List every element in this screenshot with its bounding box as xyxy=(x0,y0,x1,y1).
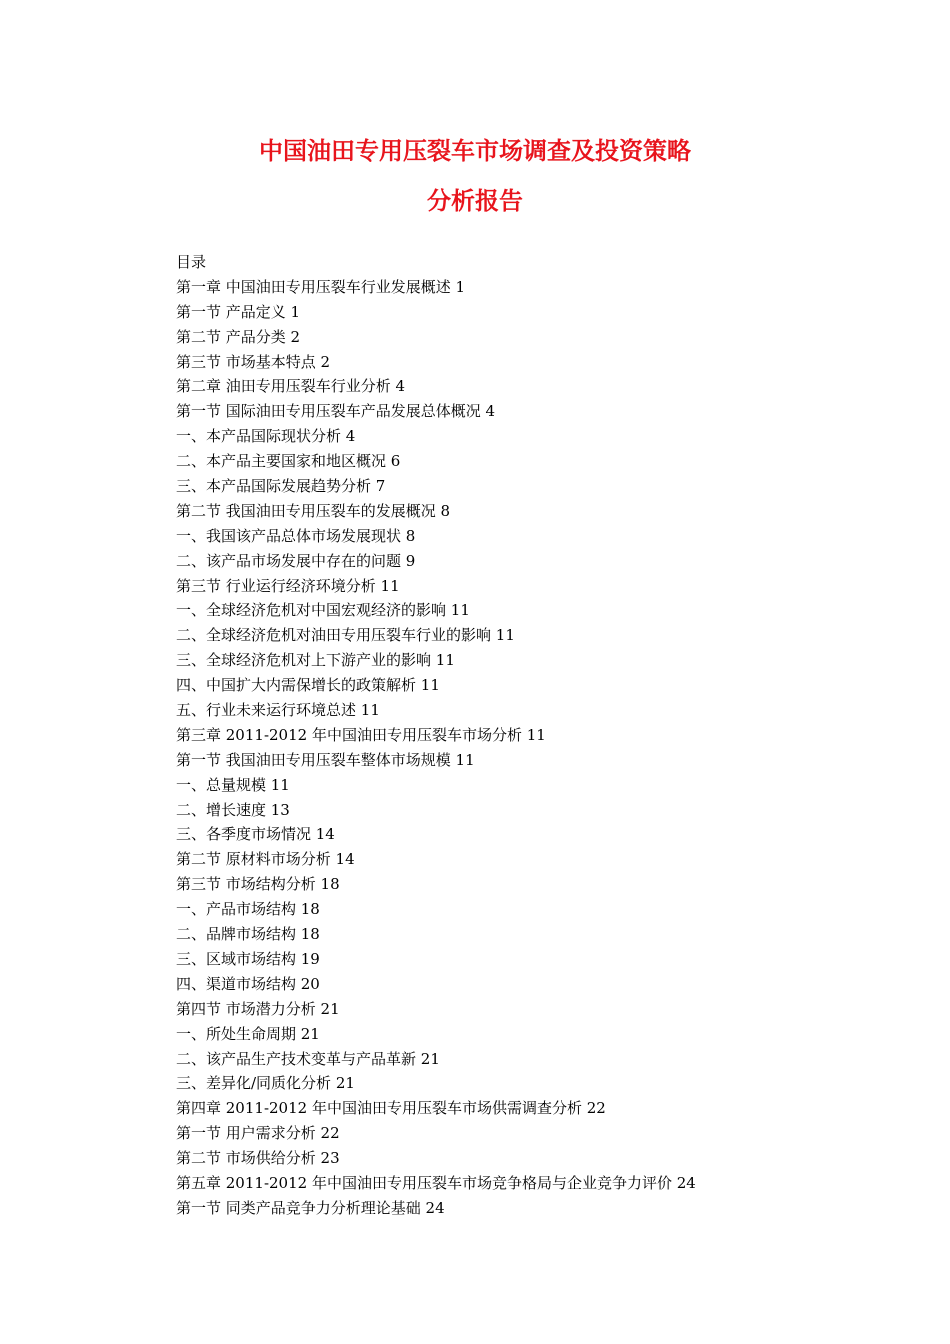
toc-entry: 第二节 原材料市场分析 14 xyxy=(176,850,355,869)
toc-entry: 二、本产品主要国家和地区概况 6 xyxy=(176,452,401,471)
toc-entry: 一、总量规模 11 xyxy=(176,775,290,794)
toc-entry: 三、各季度市场情况 14 xyxy=(176,825,335,844)
toc-entry: 第四章 2011-2012 年中国油田专用压裂车市场供需调查分析 22 xyxy=(176,1099,606,1118)
toc-entry: 二、该产品市场发展中存在的问题 9 xyxy=(176,551,416,570)
toc-entry: 四、渠道市场结构 20 xyxy=(176,974,320,993)
toc-entry: 第二节 市场供给分析 23 xyxy=(176,1149,340,1168)
toc-entry: 三、差异化/同质化分析 21 xyxy=(176,1074,355,1093)
toc-entry: 二、品牌市场结构 18 xyxy=(176,925,320,944)
toc-entry: 第一节 用户需求分析 22 xyxy=(176,1124,340,1143)
toc-entry: 三、本产品国际发展趋势分析 7 xyxy=(176,477,386,496)
toc-entry: 二、该产品生产技术变革与产品革新 21 xyxy=(176,1049,440,1068)
toc-entry: 一、产品市场结构 18 xyxy=(176,900,320,919)
table-of-contents xyxy=(176,250,816,1221)
toc-entry: 一、全球经济危机对中国宏观经济的影响 11 xyxy=(176,601,470,620)
toc-entry: 第一节 产品定义 1 xyxy=(176,302,301,321)
document-title-line-2: 分析报告 xyxy=(427,187,523,215)
toc-entry: 第二节 产品分类 2 xyxy=(176,327,301,346)
toc-entry: 一、我国该产品总体市场发展现状 8 xyxy=(176,526,416,545)
toc-entry: 一、所处生命周期 21 xyxy=(176,1024,320,1043)
toc-entry: 第一节 国际油田专用压裂车产品发展总体概况 4 xyxy=(176,402,496,421)
toc-entry: 第四节 市场潜力分析 21 xyxy=(176,999,340,1018)
toc-entry: 五、行业未来运行环境总述 11 xyxy=(176,701,380,720)
toc-entry: 第二节 我国油田专用压裂车的发展概况 8 xyxy=(176,501,451,520)
toc-entry: 第五章 2011-2012 年中国油田专用压裂车市场竞争格局与企业竞争力评价 24 xyxy=(176,1173,696,1192)
document-title-line-1: 中国油田专用压裂车市场调查及投资策略 xyxy=(259,137,691,165)
toc-heading: 目录 xyxy=(176,253,207,271)
toc-entry: 第三节 市场结构分析 18 xyxy=(176,875,340,894)
toc-entry: 第三节 行业运行经济环境分析 11 xyxy=(176,576,400,595)
toc-entry: 四、中国扩大内需保增长的政策解析 11 xyxy=(176,676,440,695)
toc-entry: 第一节 同类产品竞争力分析理论基础 24 xyxy=(176,1198,445,1217)
toc-entry: 第二章 油田专用压裂车行业分析 4 xyxy=(176,377,406,396)
toc-entry: 第一章 中国油田专用压裂车行业发展概述 1 xyxy=(176,277,466,296)
toc-entry: 第三节 市场基本特点 2 xyxy=(176,352,331,371)
toc-entry: 第一节 我国油田专用压裂车整体市场规模 11 xyxy=(176,750,475,769)
toc-entry: 三、区域市场结构 19 xyxy=(176,949,320,968)
toc-entry: 二、全球经济危机对油田专用压裂车行业的影响 11 xyxy=(176,626,515,645)
toc-entry: 三、全球经济危机对上下游产业的影响 11 xyxy=(176,651,455,670)
toc-entry: 一、本产品国际现状分析 4 xyxy=(176,427,356,446)
toc-entry: 第三章 2011-2012 年中国油田专用压裂车市场分析 11 xyxy=(176,725,546,744)
toc-entry: 二、增长速度 13 xyxy=(176,800,290,819)
